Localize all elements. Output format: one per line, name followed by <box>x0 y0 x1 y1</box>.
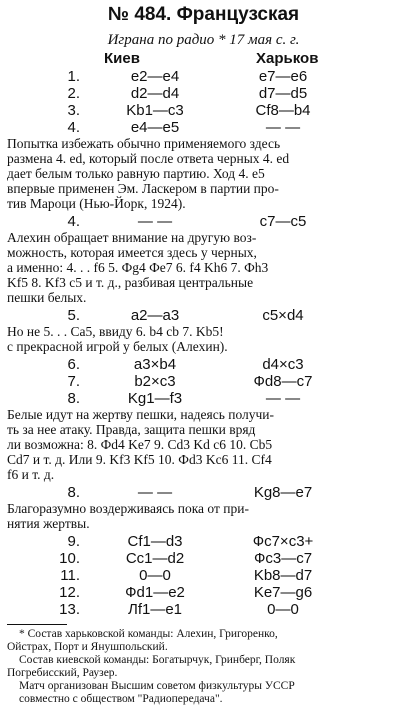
move-row <box>0 85 407 102</box>
commentary-line: нятия жертвы. <box>7 516 90 531</box>
commentary-line: пешки белых. <box>7 290 87 305</box>
footnote-line: Матч организован Высшим советом физкультуры УССР <box>19 680 295 692</box>
commentary-line: Kf5 8. Kf3 c5 и т. д., разбивая центральные <box>7 275 254 290</box>
commentary-line: с прекрасной игрой у белых (Алехин). <box>7 339 228 354</box>
footnote-line: Ойстрах, Порт и Янушпольский. <box>7 641 168 653</box>
move-row <box>0 68 407 85</box>
move-row <box>0 373 407 390</box>
commentary-paragraph <box>7 324 395 354</box>
footnote-line: Состав киевской команды: Богатырчук, Гринберг, Поляк <box>19 654 296 666</box>
footnote-divider <box>7 624 67 625</box>
commentary-line: f6 и т. д. <box>7 467 55 482</box>
black-move: Фc7×c3+ <box>252 533 314 550</box>
move-number: 8. <box>67 484 80 501</box>
black-move: Фd8—c7 <box>253 373 313 390</box>
commentary-line: Алехин обращает внимание на другую воз- <box>7 230 257 245</box>
commentary-line: ть за нее атаку. Правда, защита пешки вряд <box>7 422 256 437</box>
commentary-line: впервые применен Эм. Ласкером в партии про- <box>7 181 279 196</box>
team-black: Харьков <box>256 50 319 67</box>
white-move: Фd1—e2 <box>125 584 185 601</box>
white-move: a3×b4 <box>133 356 177 373</box>
move-number: 11. <box>60 567 80 584</box>
white-move: Kg1—f3 <box>127 390 183 407</box>
move-number: 1. <box>67 68 80 85</box>
move-number: 3. <box>67 102 80 119</box>
commentary-paragraph <box>7 136 395 211</box>
move-row <box>0 484 407 501</box>
game-subtitle: Играна по радио * 17 мая с. г. <box>107 32 300 48</box>
white-move: d2—d4 <box>130 85 180 102</box>
white-move: Лf1—e1 <box>127 601 183 618</box>
black-move: c5×d4 <box>262 307 304 324</box>
move-number: 9. <box>67 533 80 550</box>
team-white: Киев <box>104 50 140 67</box>
move-number: 12. <box>59 584 80 601</box>
footnotes <box>7 628 400 706</box>
black-move: Kg8—e7 <box>253 484 313 501</box>
move-row <box>0 533 407 550</box>
move-row <box>0 567 407 584</box>
commentary-line: размена 4. ed, который после ответа черных 4. ed <box>7 151 290 166</box>
black-move: e7—e6 <box>258 68 308 85</box>
commentary-line: Белые идут на жертву пешки, надеясь получи- <box>7 407 275 422</box>
white-move: e2—e4 <box>130 68 180 85</box>
move-number: 2. <box>67 85 80 102</box>
black-move: Cf8—b4 <box>255 102 311 119</box>
white-move: 0—0 <box>139 567 171 584</box>
move-row <box>0 307 407 324</box>
commentary-line: Благоразумно воздерживаясь пока от при- <box>7 501 249 516</box>
white-move: — — <box>137 213 173 230</box>
black-move: Фc3—c7 <box>253 550 313 567</box>
commentary-paragraph <box>7 230 395 305</box>
page-title: № 484. Французская <box>107 4 300 25</box>
black-move: 0—0 <box>267 601 299 618</box>
commentary-line: а именно: 4. . . f6 5. Фg4 Фe7 6. f4 Kh6 7. Фh3 <box>7 260 269 275</box>
commentary-line: дает белым только равную партию. Ход 4. e5 <box>7 166 265 181</box>
move-row <box>0 356 407 373</box>
black-move: Kb8—d7 <box>253 567 313 584</box>
move-number: 6. <box>67 356 80 373</box>
white-move: a2—a3 <box>130 307 180 324</box>
footnote-line: * Состав харьковской команды: Алехин, Григоренко, <box>19 628 278 640</box>
move-row <box>0 102 407 119</box>
move-number: 8. <box>67 390 80 407</box>
black-move: c7—c5 <box>259 213 307 230</box>
commentary-line: можность, которая имеется здесь у черных, <box>7 245 257 260</box>
white-move: b2×c3 <box>134 373 176 390</box>
move-number: 5. <box>67 307 80 324</box>
white-move: e4—e5 <box>130 119 180 136</box>
white-move: Cc1—d2 <box>125 550 185 567</box>
white-move: — — <box>137 484 173 501</box>
commentary-paragraph <box>7 407 395 482</box>
move-row <box>0 213 407 230</box>
white-move: Kb1—c3 <box>126 102 184 119</box>
move-number: 7. <box>67 373 80 390</box>
commentary-line: Cd7 и т. д. Или 9. Kf3 Kf5 10. Фd3 Kc6 11. Cf4 <box>7 452 272 467</box>
commentary-line: тив Мароци (Нью-Йорк, 1924). <box>7 196 186 211</box>
commentary-line: ли возможна: 8. Фd4 Ke7 9. Cd3 Kd c6 10. Cb5 <box>7 437 273 452</box>
commentary-line: Попытка избежать обычно применяемого здесь <box>7 136 281 151</box>
move-number: 4. <box>67 213 80 230</box>
black-move: d4×c3 <box>262 356 304 373</box>
move-number: 4. <box>67 119 80 136</box>
black-move: Ke7—g6 <box>253 584 313 601</box>
move-row <box>0 550 407 567</box>
move-row <box>0 584 407 601</box>
move-number: 13. <box>59 601 80 618</box>
commentary-line: Но не 5. . . Ca5, ввиду 6. b4 cb 7. Kb5! <box>7 324 224 339</box>
footnote-line: совместно с обществом "Радиопередача". <box>19 693 223 705</box>
black-move: — — <box>265 119 301 136</box>
black-move: — — <box>265 390 301 407</box>
footnote-line: Погребисский, Раузер. <box>7 667 118 679</box>
commentary-paragraph <box>7 501 395 531</box>
white-move: Cf1—d3 <box>127 533 183 550</box>
black-move: d7—d5 <box>258 85 308 102</box>
move-row <box>0 119 407 136</box>
move-row <box>0 601 407 618</box>
move-number: 10. <box>59 550 80 567</box>
move-row <box>0 390 407 407</box>
